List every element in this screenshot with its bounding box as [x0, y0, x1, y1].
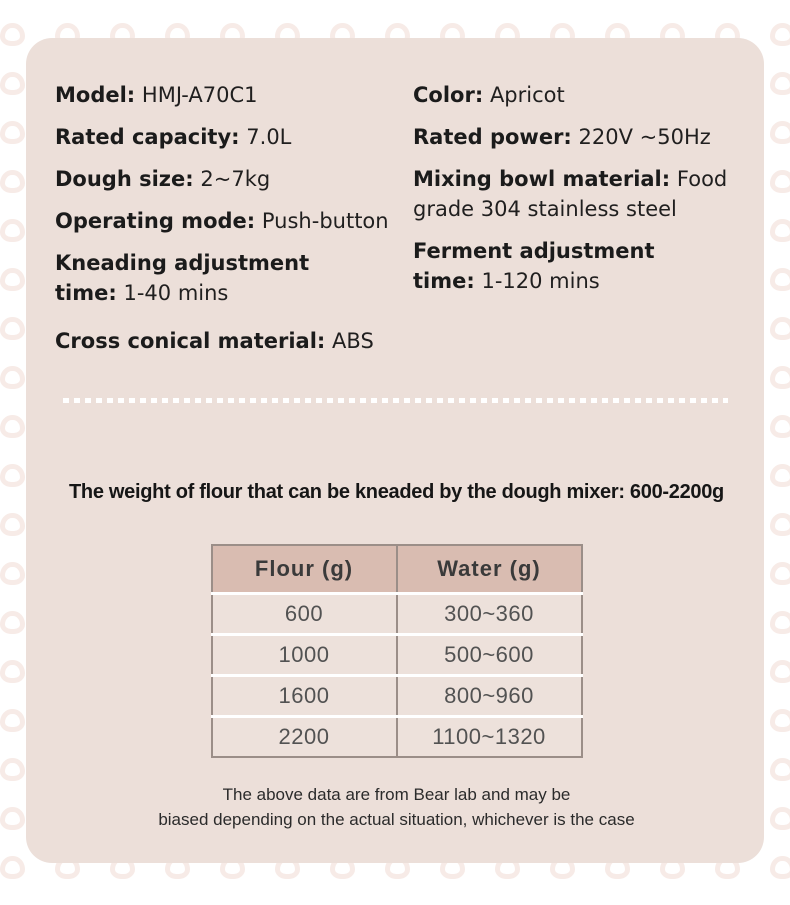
table-cell-flour: 2200 [212, 717, 397, 758]
deco-ring [770, 366, 790, 389]
spec-item-color [413, 80, 738, 110]
deco-ring [0, 415, 25, 438]
deco-ring [0, 72, 25, 95]
spec-label: Color: [413, 83, 484, 107]
dashed-divider [63, 398, 728, 403]
deco-ring [0, 317, 25, 340]
spec-item-operating-mode [55, 206, 407, 236]
table-row [212, 676, 582, 717]
spec-value: ABS [332, 329, 374, 353]
table-cell-water: 500~600 [397, 635, 582, 676]
spec-column-right [413, 80, 738, 368]
table-cell-flour: 600 [212, 594, 397, 635]
deco-ring [770, 513, 790, 536]
spec-label: Mixing bowl material: [413, 167, 671, 191]
deco-ring [0, 366, 25, 389]
table-header-row [212, 545, 582, 594]
spec-value: 220V ~50Hz [578, 125, 711, 149]
deco-ring [770, 562, 790, 585]
table-row [212, 594, 582, 635]
deco-ring [770, 268, 790, 291]
deco-ring [770, 415, 790, 438]
spec-value: 2~7kg [200, 167, 271, 191]
deco-ring [0, 807, 25, 830]
deco-ring [770, 464, 790, 487]
deco-ring [0, 464, 25, 487]
deco-ring [770, 856, 790, 879]
disclaimer-note [55, 782, 738, 832]
table-cell-water: 300~360 [397, 594, 582, 635]
spec-label: Model: [55, 83, 136, 107]
deco-ring [0, 219, 25, 242]
deco-ring [770, 170, 790, 193]
table-header-flour: Flour (g) [212, 545, 397, 594]
deco-ring [0, 121, 25, 144]
spec-item-ferment-time [413, 236, 738, 296]
deco-ring [770, 611, 790, 634]
spec-value: 7.0L [246, 125, 292, 149]
deco-ring [0, 660, 25, 683]
deco-ring [0, 611, 25, 634]
table-header-water: Water (g) [397, 545, 582, 594]
spec-value: HMJ-A70C1 [141, 83, 258, 107]
spec-label: Kneading adjustment time: [55, 251, 310, 305]
flour-water-table [211, 544, 583, 758]
deco-ring [770, 219, 790, 242]
spec-value: 1-40 mins [123, 281, 229, 305]
deco-ring [0, 758, 25, 781]
deco-ring [770, 23, 790, 46]
deco-ring [770, 709, 790, 732]
table-cell-water: 1100~1320 [397, 717, 582, 758]
spec-item-kneading-time [55, 248, 407, 308]
deco-ring [770, 807, 790, 830]
spec-label: Cross conical material: [55, 329, 326, 353]
spec-value: Food grade 304 stainless steel [413, 167, 728, 221]
table-cell-flour: 1600 [212, 676, 397, 717]
spec-item-rated-capacity [55, 122, 407, 152]
spec-label: Rated power: [413, 125, 572, 149]
deco-ring [0, 513, 25, 536]
deco-ring [0, 268, 25, 291]
spec-item-rated-power [413, 122, 738, 152]
deco-ring [0, 23, 25, 46]
deco-ring [770, 758, 790, 781]
deco-ring [0, 562, 25, 585]
deco-ring [0, 709, 25, 732]
disclaimer-line-1: The above data are from Bear lab and may be [222, 785, 571, 804]
spec-label: Operating mode: [55, 209, 256, 233]
spec-label: Dough size: [55, 167, 194, 191]
table-row [212, 717, 582, 758]
spec-label: Ferment adjustment time: [413, 239, 655, 293]
table-row [212, 635, 582, 676]
deco-ring [0, 170, 25, 193]
spec-card [26, 38, 764, 863]
spec-label: Rated capacity: [55, 125, 240, 149]
deco-ring [770, 121, 790, 144]
deco-ring [770, 660, 790, 683]
spec-columns [55, 80, 738, 368]
spec-item-mixing-bowl-material [413, 164, 738, 224]
spec-value: 1-120 mins [481, 269, 600, 293]
flour-capacity-note: The weight of flour that can be kneaded by the dough mixer: 600-2200g [69, 481, 724, 503]
spec-column-left [55, 80, 407, 368]
spec-item-dough-size [55, 164, 407, 194]
table-cell-flour: 1000 [212, 635, 397, 676]
spec-item-cross-conical-material [55, 326, 407, 356]
spec-value: Apricot [489, 83, 565, 107]
spec-value: Push-button [261, 209, 389, 233]
deco-ring [770, 317, 790, 340]
disclaimer-line-2: biased depending on the actual situation, whichever is the case [158, 810, 635, 829]
spec-item-model [55, 80, 407, 110]
deco-ring [770, 72, 790, 95]
table-cell-water: 800~960 [397, 676, 582, 717]
deco-ring [0, 856, 25, 879]
